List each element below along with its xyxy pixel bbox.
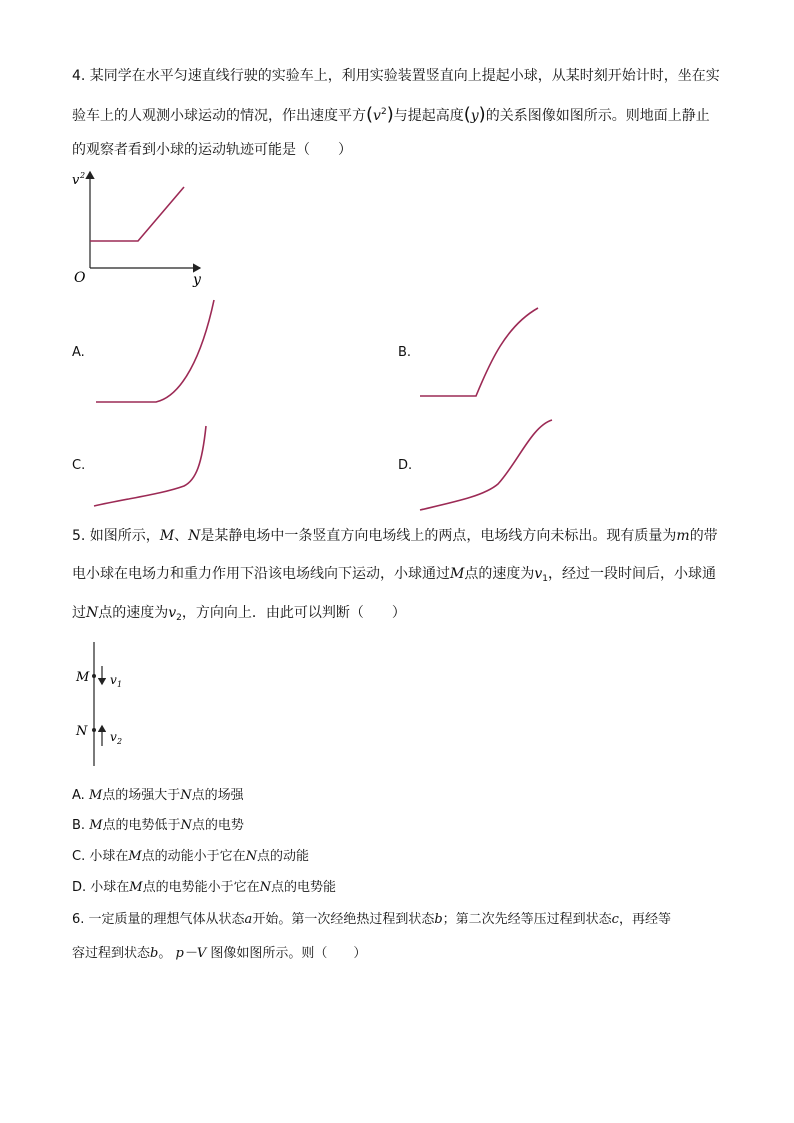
q4-option-d-graph: [414, 416, 564, 516]
q4-line-2-text-c: 的关系图像如图所示。则地面上静止: [485, 108, 710, 124]
q4-option-a-graph: [90, 296, 220, 406]
q5-label-v1-sub: 1: [117, 680, 123, 689]
q5-option-a-var-n: N: [180, 788, 192, 803]
q5-label-n: N: [76, 724, 88, 739]
q5-point-m: [92, 674, 96, 678]
q5-label-v1: v: [110, 673, 117, 687]
q6-var-a: a: [244, 912, 253, 927]
q6-line-1-text-c: ；第二次先经等压过程到状态: [442, 912, 612, 927]
q5-option-a-text-a: 点的场强大于: [102, 788, 181, 803]
q5-option-c-text-a: 点的动能小于它在: [141, 849, 246, 864]
q5-option-c-prefix: C. 小球在: [72, 849, 129, 864]
q5-option-d-text-b: 点的电势能: [270, 880, 336, 895]
q4-option-b-curve: [420, 308, 538, 396]
q5-var-m-point: M: [159, 528, 175, 544]
q4-graph-curve: [90, 187, 184, 241]
q5-var-v2-sub: 2: [176, 613, 182, 623]
q6-line-1-text-d: ，再经等: [618, 912, 671, 927]
q5-option-d-prefix: D. 小球在: [72, 880, 130, 895]
q5-option-a: [72, 786, 244, 806]
q5-line-1: [72, 526, 718, 546]
q5-option-d: [72, 878, 336, 898]
q4-graph-xlabel: y: [193, 272, 201, 288]
q5-option-a-var-m: M: [88, 788, 103, 803]
q5-line-2-var-m: M: [450, 566, 465, 582]
q6-var-b: b: [434, 912, 443, 927]
q4-graph-ylabel-exp: 2: [80, 171, 86, 180]
q5-line-3: [72, 603, 406, 628]
q4-var-v: v: [373, 108, 381, 124]
q5-option-b-text-b: 点的电势: [191, 818, 244, 833]
q6-line-2-text-c: 图像如图所示。则（ ）: [210, 946, 367, 961]
q4-option-c-curve: [94, 426, 206, 506]
q5-point-n: [92, 728, 96, 732]
q5-line-2-text-c: ，经过一段时间后，小球通: [548, 566, 716, 582]
q6-line-2: [72, 944, 366, 964]
q4-line-3: 的观察者看到小球的运动轨迹可能是（ ）: [72, 142, 352, 158]
q5-option-b-var-m: M: [89, 818, 103, 833]
q4-option-b-graph: [414, 302, 544, 402]
q5-line-3-text-b: 点的速度为: [98, 605, 169, 621]
q6-pv-label: p－V: [175, 946, 207, 961]
q5-option-c-var-n: N: [245, 849, 258, 864]
q6-var-c: c: [611, 912, 619, 927]
q5-field-line-figure: [72, 640, 152, 770]
q4-line-2-text-a: 验车上的人观测小球运动的情况，作出速度平方: [72, 108, 366, 124]
q6-line-1-text-b: 开始。第一次经绝热过程到状态: [252, 912, 435, 927]
q5-var-v1: v: [534, 566, 543, 582]
q5-option-d-var-m: M: [129, 880, 143, 895]
q4-option-a-label: A.: [72, 345, 85, 360]
q5-line-1-text-c: 的带: [689, 528, 718, 544]
q5-var-n-point: N: [188, 528, 201, 544]
q4-graph-origin: O: [74, 270, 86, 286]
q4-option-d-curve: [420, 420, 552, 510]
q4-option-c-graph: [90, 422, 220, 512]
q5-option-d-var-n: N: [259, 880, 271, 895]
q6-line-2-var-b: b: [150, 946, 159, 961]
q5-option-a-prefix: A.: [72, 788, 89, 803]
q4-option-a-curve: [96, 300, 214, 402]
q5-option-b: [72, 816, 244, 836]
q4-line-1: 4. 某同学在水平匀速直线行驶的实验车上，利用实验装置竖直向上提起小球，从某时刻开始计时，坐在实: [72, 68, 720, 84]
q4-option-b-label: B.: [398, 345, 412, 360]
q5-option-b-var-n: N: [180, 818, 192, 833]
q4-var-y: y: [470, 108, 479, 124]
q5-var-v1-sub: 1: [542, 574, 548, 584]
q5-line-3-text-c: ，方向向上．由此可以判断（ ）: [181, 605, 406, 621]
q5-option-b-text-a: 点的电势低于: [102, 818, 181, 833]
q5-option-c: [72, 847, 309, 867]
q4-graph-ylabel: v: [72, 173, 80, 188]
q5-var-v2: v: [168, 605, 177, 621]
q5-label-v2-sub: 2: [117, 737, 123, 746]
q5-label-m: M: [76, 670, 90, 685]
q6-line-1-text-a: 6. 一定质量的理想气体从状态: [72, 912, 245, 927]
q5-separator: 、: [174, 528, 189, 544]
q5-line-1-text-b: 是某静电场中一条竖直方向电场线上的两点，电场线方向未标出。现有质量为: [200, 528, 677, 544]
q6-line-2-text-a: 容过程到状态: [72, 946, 151, 961]
q5-line-2-text-a: 电小球在电场力和重力作用下沿该电场线向下运动，小球通过: [72, 566, 450, 582]
q5-line-2: [72, 564, 716, 589]
q5-line-1-text-a: 5. 如图所示，: [72, 528, 160, 544]
q4-line-2: 验车上的人观测小球运动的情况，作出速度平方$(v^2)$与提起高度(y)的关系图像如图所示。则地面上静止: [72, 104, 710, 125]
q4-option-c-label: C.: [72, 458, 86, 473]
q4-v2-y-graph: [66, 168, 216, 288]
q6-line-1: [72, 910, 671, 930]
q4-option-d-label: D.: [398, 458, 413, 473]
q5-line-2-text-b: 点的速度为: [464, 566, 535, 582]
q4-line-2-text-b: 与提起高度: [393, 108, 464, 124]
q5-line-3-text-a: 过: [72, 605, 86, 621]
q4-var-v-exp: 2: [380, 107, 387, 117]
q5-var-mass: m: [676, 528, 690, 544]
q5-option-c-text-b: 点的动能: [257, 849, 310, 864]
q5-option-c-var-m: M: [128, 849, 142, 864]
q5-option-d-text-a: 点的电势能小于它在: [142, 880, 260, 895]
q5-option-a-text-b: 点的场强: [191, 788, 244, 803]
q6-line-2-text-b: 。: [158, 946, 172, 961]
q5-option-b-prefix: B.: [72, 818, 90, 833]
q5-line-3-var-n: N: [86, 605, 99, 621]
q5-label-v2: v: [110, 730, 117, 744]
